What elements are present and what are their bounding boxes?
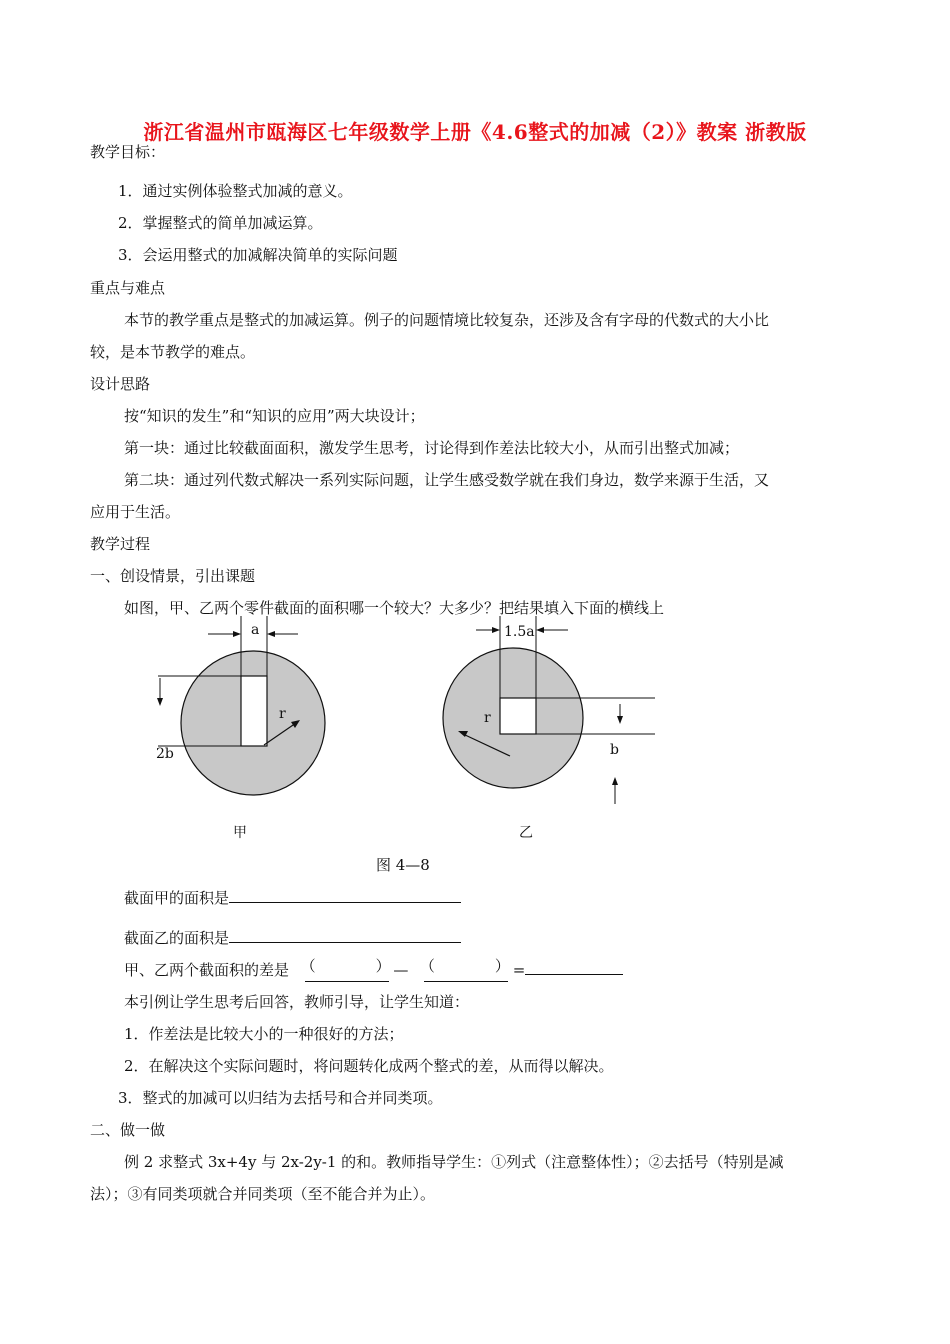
area-jia-line — [124, 887, 461, 909]
difference-line — [124, 959, 623, 982]
design-paragraph: 第二块：通过列代数式解决一系列实际问题，让学生感受数学就在我们身边，数学来源于生活，又 — [124, 471, 770, 489]
left-figure — [156, 616, 325, 841]
design-paragraph: 第一块：通过比较截面面积，激发学生思考，讨论得到作差法比较大小，从而引出整式加减； — [124, 439, 740, 457]
difference-label: 甲、乙两个截面积的差是 — [124, 961, 290, 979]
example-paragraph: 例 2 求整式 3x+4y 与 2x-2y-1 的和。教师指导学生：①列式（注意整体性）；②去括号（特别是减 — [124, 1153, 784, 1171]
left-label-2b: 2b — [156, 746, 174, 762]
design-paragraph: 应用于生活。 — [90, 503, 181, 521]
left-caption: 甲 — [233, 825, 247, 841]
conclusion-item: 1．作差法是比较大小的一种很好的方法； — [124, 1025, 404, 1043]
right-label-r: r — [484, 710, 491, 726]
second-paren-blank[interactable]: （ ） — [424, 959, 508, 982]
first-paren-blank[interactable]: （ ） — [305, 959, 389, 982]
minus-sign: — — [393, 961, 409, 979]
left-label-r: r — [279, 706, 286, 722]
conclusion-item: 3．整式的加减可以归结为去括号和合并同类项。 — [118, 1089, 443, 1107]
conclusion-intro: 本引例让学生思考后回答，教师引导，让学生知道： — [124, 993, 470, 1011]
left-label-a: a — [251, 622, 260, 638]
key-points-paragraph: 本节的教学重点是整式的加减运算。例子的问题情境比较复杂，还涉及含有字母的代数式的大小比 — [124, 311, 770, 329]
area-jia-blank[interactable] — [229, 888, 461, 903]
objective-item: 2．掌握整式的简单加减运算。 — [118, 214, 323, 232]
objectives-heading: 教学目标： — [90, 143, 166, 161]
area-yi-blank[interactable] — [229, 928, 461, 943]
objective-item: 1．通过实例体验整式加减的意义。 — [118, 182, 353, 200]
design-heading: 设计思路 — [90, 375, 151, 393]
area-yi-label: 截面乙的面积是 — [124, 929, 230, 947]
objective-item: 3．会运用整式的加减解决简单的实际问题 — [118, 246, 398, 264]
section-heading: 二、做一做 — [90, 1121, 166, 1139]
right-label-1-5a: 1.5a — [504, 624, 535, 640]
area-yi-line — [124, 927, 461, 949]
right-slot — [500, 698, 536, 734]
figure-4-8 — [140, 616, 680, 846]
right-caption: 乙 — [519, 825, 533, 841]
right-figure — [443, 616, 655, 841]
document-title: 浙江省温州市瓯海区七年级数学上册《4.6整式的加减（2）》教案 浙教版 — [143, 120, 807, 144]
right-label-b: b — [610, 742, 619, 758]
process-heading: 教学过程 — [90, 535, 151, 553]
section-heading: 一、创设情景，引出课题 — [90, 567, 256, 585]
left-slot — [241, 676, 267, 746]
area-jia-label: 截面甲的面积是 — [124, 889, 230, 907]
key-points-paragraph: 较，是本节教学的难点。 — [90, 343, 256, 361]
problem-intro: 如图，甲、乙两个零件截面的面积哪一个较大？大多少？把结果填入下面的横线上 — [124, 599, 665, 617]
result-blank[interactable] — [525, 960, 623, 975]
key-points-heading: 重点与难点 — [90, 279, 166, 297]
design-paragraph: 按“知识的发生”和“知识的应用”两大块设计； — [124, 407, 425, 425]
example-paragraph: 法）；③有同类项就合并同类项（至不能合并为止）。 — [90, 1185, 436, 1203]
equals-sign: = — [512, 961, 526, 979]
figure-caption: 图 4—8 — [376, 856, 430, 874]
conclusion-item: 2．在解决这个实际问题时，将问题转化成两个整式的差，从而得以解决。 — [124, 1057, 614, 1075]
